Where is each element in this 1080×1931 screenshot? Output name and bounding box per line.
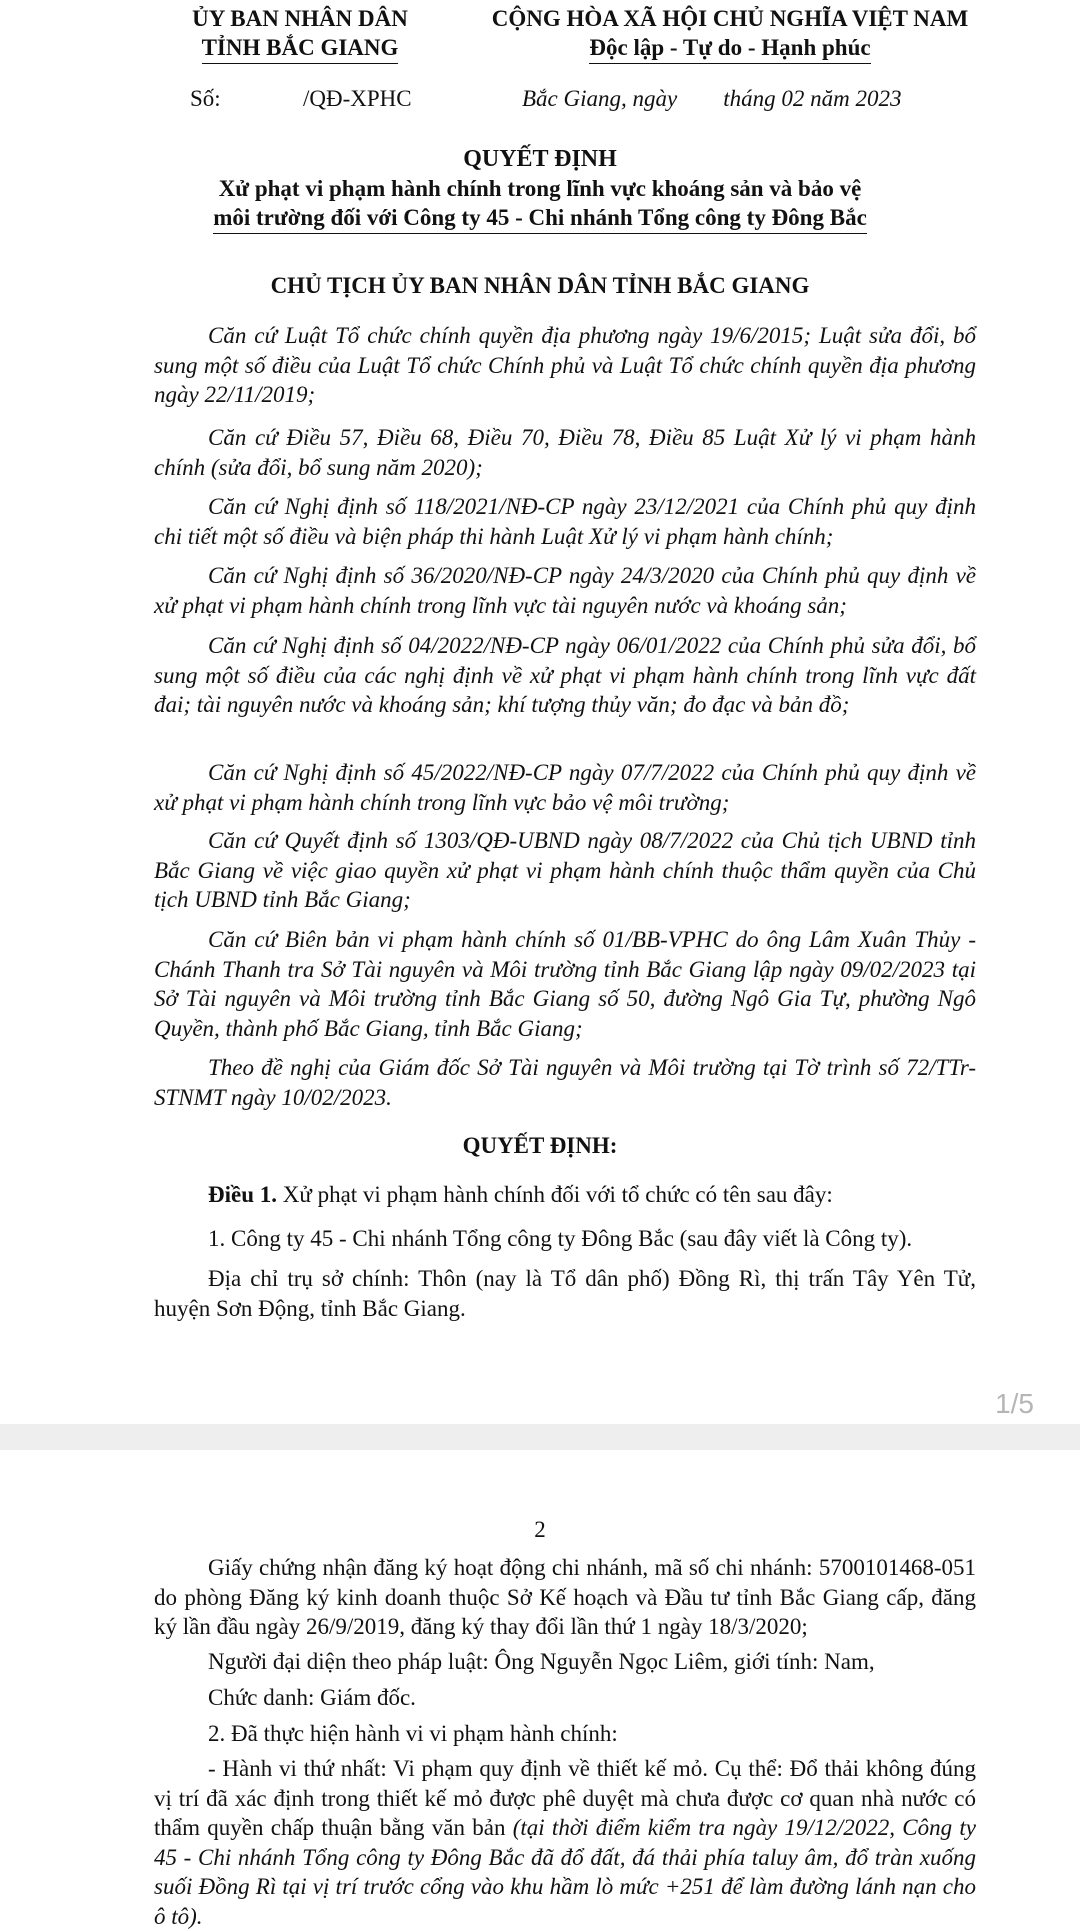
issuer-line2: TỈNH BẮC GIANG [202,33,399,64]
title-sub2: môi trường đối với Công ty 45 - Chi nhánh Tổng công ty Đông Bắc [213,203,867,234]
article-1-label: Điều 1. [208,1182,277,1207]
page-number: 2 [534,1517,546,1542]
legal-basis-7: Căn cứ Quyết định số 1303/QĐ-UBND ngày 08/7/2022 của Chủ tịch UBND tỉnh Bắc Giang về việc giao quyền xử phạt vi phạm hành chính thuộc thẩm quyền của Chủ tịch UBND tỉnh Bắc Giang; [154,828,976,912]
company-address: Địa chỉ trụ sở chính: Thôn (nay là Tổ dân phố) Đồng Rì, thị trấn Tây Yên Tử, huyện Sơn Động, tỉnh Bắc Giang. [154,1266,976,1321]
violation-text: - Hành vi thứ nhất: Vi phạm quy định về thiết kế mỏ. Cụ thể: Đổ thải không đúng vị trí đã xác định trong thiết kế mỏ được phê duyệt mà chưa được cơ quan nhà nước có thẩm quyền chấp thuận bằng văn bản [154,1756,976,1840]
issuer-block [155,4,445,64]
registration-info: Giấy chứng nhận đăng ký hoạt động chi nhánh, mã số chi nhánh: 5700101468-051 do phòng Đăng ký kinh doanh thuộc Sở Kế hoạch và Đầu tư tỉnh Bắc Giang cấp, đăng ký lần đầu ngày 26/9/2019, đăng ký thay đổi lần thứ 1 ngày 18/3/2020; [154,1555,976,1639]
title-sub1: Xử phạt vi phạm hành chính trong lĩnh vực khoáng sản và bảo vệ [218,176,862,201]
violation-description [154,1754,976,1931]
violation-heading: 2. Đã thực hiện hành vi vi phạm hành chính: [208,1721,618,1746]
page-divider [0,1424,1080,1450]
decision-heading: QUYẾT ĐỊNH: [462,1133,618,1158]
legal-basis-4: Căn cứ Nghị định số 36/2020/NĐ-CP ngày 24/3/2020 của Chính phủ quy định về xử phạt vi phạm hành chính trong lĩnh vực tài nguyên nước và khoáng sản; [154,563,976,618]
document-title [0,145,1080,234]
article-1-item-1: 1. Công ty 45 - Chi nhánh Tổng công ty Đông Bắc (sau đây viết là Công ty). [208,1226,913,1251]
article-1-text: Xử phạt vi phạm hành chính đối với tổ chức có tên sau đây: [277,1182,833,1207]
violation-detail: (tại thời điểm kiểm tra ngày 19/12/2022, Công ty 45 - Chi nhánh Tổng công ty Đông Bắc đã đổ đất, đá thải phía taluy âm, đổ tràn xuống suối Đồng Rì tại vị trí trước cổng vào khu hầm lò mức +251 để làm đường lánh nạn cho ô tô). [154,1815,976,1929]
legal-basis-8: Căn cứ Biên bản vi phạm hành chính số 01/BB-VPHC do ông Lâm Xuân Thủy - Chánh Thanh tra Sở Tài nguyên và Môi trường tỉnh Bắc Giang lập ngày 09/02/2023 tại Sở Tài nguyên và Môi trường tỉnh Bắc Giang số 50, đường Ngô Gia Tự, phường Ngô Quyền, thành phố Bắc Giang, tỉnh Bắc Giang; [154,927,976,1041]
title-main: QUYẾT ĐỊNH [463,146,617,172]
page-indicator: 1/5 [995,1388,1034,1419]
legal-basis-6: Căn cứ Nghị định số 45/2022/NĐ-CP ngày 07/7/2022 của Chính phủ quy định về xử phạt vi phạm hành chính trong lĩnh vực bảo vệ môi trường; [154,760,976,815]
legal-basis-3: Căn cứ Nghị định số 118/2021/NĐ-CP ngày 23/12/2021 của Chính phủ quy định chi tiết một số điều và biện pháp thi hành Luật Xử lý vi phạm hành chính; [154,494,976,549]
national-title-block [470,4,990,64]
authority-heading: CHỦ TỊCH ỦY BAN NHÂN DÂN TỈNH BẮC GIANG [270,273,810,298]
number-code: /QĐ-XPHC [303,86,412,111]
issuer-line1: ỦY BAN NHÂN DÂN [192,6,408,31]
national-motto: Độc lập - Tự do - Hạnh phúc [589,33,870,64]
job-title: Chức danh: Giám đốc. [208,1685,416,1710]
legal-basis-9: Theo đề nghị của Giám đốc Sở Tài nguyên và Môi trường tại Tờ trình số 72/TTr-STNMT ngày 10/02/2023. [154,1055,976,1110]
legal-basis-5: Căn cứ Nghị định số 04/2022/NĐ-CP ngày 06/01/2022 của Chính phủ sửa đổi, bổ sung một số điều của các nghị định về xử phạt vi phạm hành chính trong lĩnh vực đất đai; tài nguyên nước và khoáng sản; khí tượng thủy văn; đo đạc và bản đồ; [154,633,976,717]
national-title: CỘNG HÒA XÃ HỘI CHỦ NGHĨA VIỆT NAM [491,6,969,31]
legal-basis-1: Căn cứ Luật Tổ chức chính quyền địa phương ngày 19/6/2015; Luật sửa đổi, bổ sung một số điều của Luật Tổ chức Chính phủ và Luật Tổ chức chính quyền địa phương ngày 22/11/2019; [154,323,976,407]
article-1 [154,1180,976,1210]
legal-representative: Người đại diện theo pháp luật: Ông Nguyễn Ngọc Liêm, giới tính: Nam, [208,1649,875,1674]
issue-date: Bắc Giang, ngày tháng 02 năm 2023 [522,86,902,111]
legal-basis-2: Căn cứ Điều 57, Điều 68, Điều 70, Điều 78, Điều 85 Luật Xử lý vi phạm hành chính (sửa đổi, bổ sung năm 2020); [154,425,976,480]
number-label: Số: [190,86,221,111]
